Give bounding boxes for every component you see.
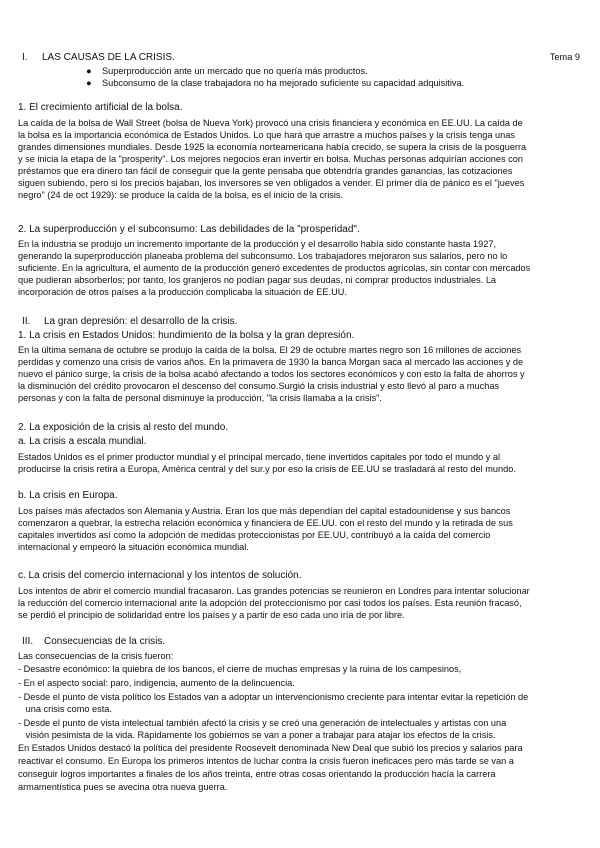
- s3-line: la disminución del crédito provocaron el descenso del consumo.Surgió la crisis industrial y esto llevó al paro a muchas: [18, 381, 500, 391]
- s4b-line: internacional y empeoró la situación económica mundial.: [18, 542, 249, 552]
- s3-line: nuevo el pánico surge, la crisis de la bolsa acabó afectando a todos los sectores económicos y con esto la falta de ahorros y: [18, 369, 525, 379]
- s1-line: la bolsa es la importancia económica de Estados Unidos. Lo que hará que arrastre a muchos países y la crisis tenga unas: [18, 130, 515, 140]
- s5-line: reactivar el consumo. En Europa los primeros intentos de luchar contra la crisis fueron ineficaces pero más tarde se van a: [18, 756, 514, 766]
- heading-s2: 2. La superproducción y el subconsumo: Las debilidades de la "prosperidad".: [18, 224, 360, 235]
- s4b-line: comenzaron a quebrar, la estrecha relación económica y financiera de EE.UU. con el resto del mundo y la retirada de sus: [18, 518, 513, 528]
- s3-line: perdidas y comenzo una crisis de varios años. En la primavera de 1930 la banca Morgan saca al mercado las acciones y de: [18, 357, 524, 367]
- s5-line: armamentística pues se avecina otra nueva guerra.: [18, 782, 228, 792]
- s4c-line: Los intentos de abrir el comercio mundial fracasaron. Las grandes potencias se reunieron en Londres para intentar solucionar: [18, 586, 530, 596]
- s4a-line: producirse la crisis retira a Europa, América central y del sur.y por eso la crisis de EE.UU se trasladará al resto del mundo.: [18, 464, 516, 474]
- s5-line: - Desde el punto de vista político los Estados van a adoptar un intervencionismo creciente para intentar evitar la repetición de: [18, 692, 529, 702]
- s1-line: préstamos que era dinero tan fácil de conseguir que la gente pensaba que obtendría grandes ganancias, las cotizaciones: [18, 166, 513, 176]
- s5-line: - Desastre económico: la quiebra de los bancos, el cierre de muchas empresas y la ruina de los campesinos,: [18, 664, 462, 674]
- intro-bullet-2: Subconsumo de la clase trabajadora no ha mejorado suficiente su capacidad adquisitiva.: [102, 78, 465, 88]
- tema-label: Tema 9: [549, 52, 580, 62]
- s5-line: - En el aspecto social: paro, indigencia, aumento de la delincuencia.: [18, 678, 295, 688]
- section-title-consequences: Consecuencias de la crisis.: [44, 636, 166, 647]
- s1-line: negro" (24 de oct 1929): se produce la caída de la bolsa, es el inicio de la crisis.: [18, 190, 344, 200]
- s4c-line: la reducción del comercio internacional ante la adopción del proteccionismo por casi todos los países. Esta reunión fracasó,: [18, 598, 522, 608]
- s5-line: - Desde el punto de vista intelectual también afectó la crisis y se creó una generación de intelectuales y artistas con una: [18, 718, 507, 728]
- section-number-3: III.: [22, 636, 34, 647]
- s5-line: En Estados Unidos destacó la política del presidente Roosevelt denominada New Deal que subió los precios y salarios para: [18, 743, 523, 753]
- s4a-line: Estados Unidos es el primer productor mundial y el principal mercado, tiene invertidos capitales por todo el mundo y al: [18, 452, 501, 462]
- s5-line: conseguir logros importantes a finales de los años treinta, entre otras cosas orientando la producción hacía la carrera: [18, 769, 496, 779]
- s5-line: visión pesimista de la vida. Rápidamente los gobiernos se van a poner a trabajar para atajar los efectos de la crisis.: [18, 730, 496, 740]
- subheading-a: a. La crisis a escala mundial.: [18, 436, 147, 447]
- subheading-c: c. La crisis del comercio internacional y los intentos de solución.: [18, 570, 302, 581]
- s2-line: En la industria se produjo un incremento importante de la producción y el desarrollo había sido constante hasta 1927,: [18, 239, 497, 249]
- s1-line: grandes dimensiones mundiales. Desde 1925 la economía norteamericana había crecido, se supera la crisis de la posguerra: [18, 142, 527, 152]
- heading-s3-1: 1. La crisis en Estados Unidos: hundimiento de la bolsa y la gran depresión.: [18, 330, 355, 341]
- s5-line: una crisis como esta.: [18, 704, 112, 714]
- s2-line: generando la superproducción planeaba problema del subconsumo. Los trabajadores mejoraron sus salarios, pero no lo: [18, 251, 508, 261]
- section-title-causes: LAS CAUSAS DE LA CRISIS.: [42, 52, 175, 63]
- s4b-line: Los países más afectados son Alemania y Austria. Eran los que más dependían del capital estadounidense y sus bancos: [18, 506, 511, 516]
- heading-s1: 1. El crecimiento artificial de la bolsa.: [18, 102, 183, 113]
- intro-bullet-1: Superproducción ante un mercado que no quería más productos.: [102, 66, 368, 76]
- s3-line: personas y con la falta de personal disminuye la producción, "la crisis llamaba a la crisis".: [18, 393, 382, 403]
- bullet-dot: ●: [86, 78, 92, 88]
- section-number-2: II.: [22, 316, 31, 327]
- s4c-line: se perdió el principio de solidaridad entre los países y a partir de eso cada uno iría de por libre.: [18, 610, 405, 620]
- s2-line: suficiente. En la agricultura, el aumento de la producción generó excedentes de productos agrícolas, sin contar con mercados: [18, 263, 531, 273]
- s2-line: incorporación de otros países a la producción complicaba la situación de EE.UU.: [18, 287, 347, 297]
- s1-line: siguen subiendo, pero si los precios bajaban, los inversores se ven obligados a vender. El primer día de pánico es el "jueves: [18, 178, 525, 188]
- section-title-depression: La gran depresión: el desarrollo de la crisis.: [44, 316, 238, 327]
- s1-line: y se inicia la etapa de la "prosperity". Los mejores negocios eran invertir en bolsa. Muchas personas adquirían acciones con: [18, 154, 523, 164]
- s4b-line: capitales invertidos así como la adopción de medidas proteccionistas por EE.UU, contribuyó a la caída del comercio: [18, 530, 491, 540]
- bullet-dot: ●: [86, 66, 92, 76]
- heading-s4: 2. La exposición de la crisis al resto del mundo.: [18, 422, 229, 433]
- section-number-1: I.: [22, 52, 28, 63]
- s2-line: que pudieran absorberlos; por tanto, los granjeros no podían pagar sus deudas, ni comprar productos industriales. La: [18, 275, 497, 285]
- s1-line: La caída de la bolsa de Wall Street (bolsa de Nueva York) provocó una crisis financiera y económica en EE.UU. La caída de: [18, 118, 523, 128]
- s3-line: En la última semana de octubre se produjo la caída de la bolsa. El 29 de octubre martes negro son 16 millones de acciones: [18, 345, 522, 355]
- s5-lead: Las consecuencias de la crisis fueron:: [18, 651, 174, 661]
- subheading-b: b. La crisis en Europa.: [18, 490, 118, 501]
